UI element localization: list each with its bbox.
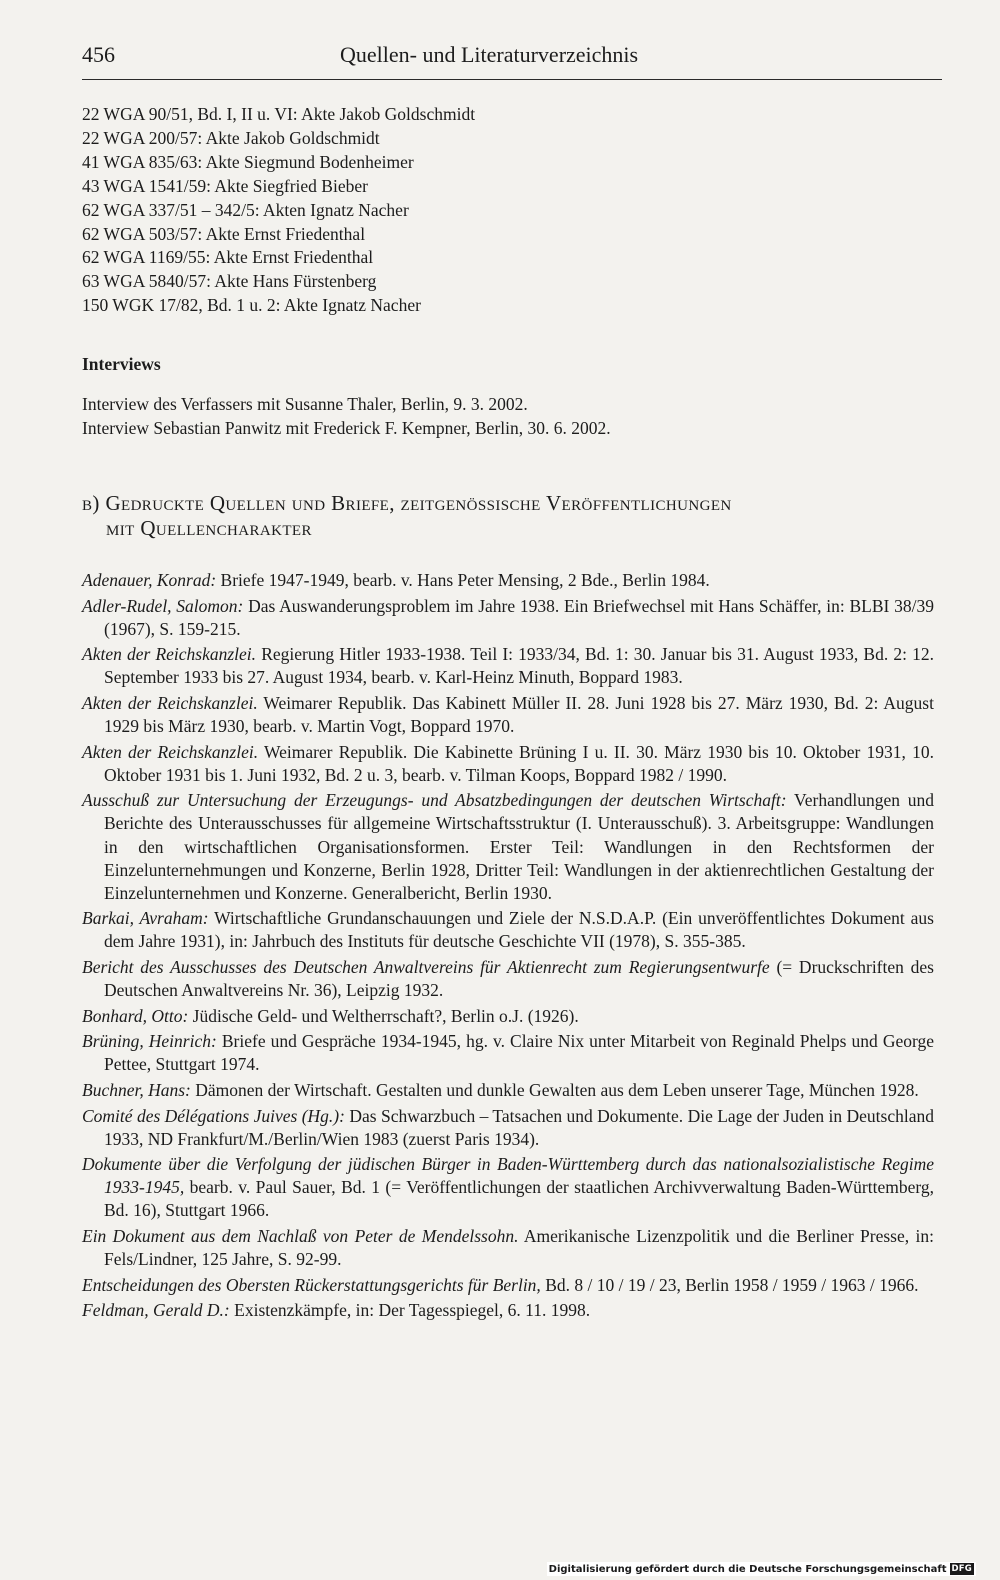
bibliography-details: Amerikanische Lizenzpolitik und die Berliner Presse, in: Fels/Lindner, 125 Jahre, S. 92-99. [104,1226,934,1270]
archive-entry: 41 WGA 835/63: Akte Siegmund Bodenheimer [82,151,414,172]
bibliography-details: bearb. v. Paul Sauer, Bd. 1 (= Veröffentlichungen der staatlichen Archivverwaltung Baden-Württemberg, Bd. 16), Stuttgart 1966. [104,1177,934,1221]
bibliography-author: Dokumente über die Verfolgung der jüdischen Bürger in Baden-Württemberg durch das nationalsozialistische Regime 1933-1945, [82,1154,934,1198]
bibliography-author: Entscheidungen des Obersten Rückerstattungsgerichts für Berlin, [82,1274,541,1295]
bibliography-entry [82,595,934,641]
bibliography-entry [82,907,934,953]
digitization-credit [547,1562,976,1576]
section-heading [82,491,942,541]
bibliography-details: Das Auswanderungsproblem im Jahre 1938. Ein Briefwechsel mit Hans Schäffer, in: BLBI 38/39 (1967), S. 159-215. [104,595,934,639]
bibliography-entry [82,569,934,592]
section-heading-line-1: b) Gedruckte Quellen und Briefe, zeitgenössische Veröffentlichungen [82,491,732,515]
bibliography-entry [82,1079,934,1102]
interview-list [82,392,942,440]
bibliography-entry [82,1225,934,1271]
bibliography-details: Briefe 1947-1949, bearb. v. Hans Peter Mensing, 2 Bde., Berlin 1984. [216,570,710,590]
bibliography-entry [82,1105,934,1151]
bibliography-author: Bericht des Ausschusses des Deutschen Anwaltvereins für Aktienrecht zum Regierungsentwurfe [82,957,770,977]
bibliography-details: Briefe und Gespräche 1934-1945, hg. v. Claire Nix unter Mitarbeit von Reginald Phelps und George Pettee, Stuttgart 1974. [104,1031,934,1075]
archive-entry: 22 WGA 90/51, Bd. I, II u. VI: Akte Jakob Goldschmidt [82,104,476,124]
bibliography-details: (= Druckschriften des Deutschen Anwaltvereins Nr. 36), Leipzig 1932. [104,957,934,1001]
bibliography-author: Bonhard, Otto: [82,1005,189,1026]
bibliography-author: Ein Dokument aus dem Nachlaß von Peter de Mendelssohn. [82,1226,519,1247]
archive-list [82,103,942,318]
bibliography-entry [82,956,934,1002]
bibliography-entry [82,1153,934,1222]
section-heading-line-2: mit Quellencharakter [106,516,312,540]
bibliography-details: Weimarer Republik. Das Kabinett Müller II. 28. Juni 1928 bis 27. März 1930, Bd. 2: August 1929 bis März 1930, bearb. v. Martin Vogt, Boppard 1970. [104,692,934,737]
archive-entry: 62 WGA 503/57: Akte Ernst Friedenthal [82,223,366,244]
bibliography-details: Regierung Hitler 1933-1938. Teil I: 1933/34, Bd. 1: 30. Januar bis 31. August 1933, Bd. 2: 12. September 1933 bis 27. August 1934, bearb. v. Karl-Heinz Minuth, Boppard 1983. [104,644,934,688]
bibliography-author: Comité des Délégations Juives (Hg.): [82,1105,345,1126]
interviews-heading: Interviews [82,354,161,374]
bibliography-entry [82,643,934,689]
credit-text: Digitalisierung gefördert durch die Deutsche Forschungsgemeinschaft [548,1563,947,1575]
dfg-logo: DFG [951,1564,972,1574]
archive-entry: 22 WGA 200/57: Akte Jakob Goldschmidt [82,127,380,148]
bibliography-entry [82,692,934,738]
bibliography-author: Akten der Reichskanzlei. [82,692,258,713]
interview-entry: Interview Sebastian Panwitz mit Frederick F. Kempner, Berlin, 30. 6. 2002. [82,418,611,438]
bibliography-author: Feldman, Gerald D.: [82,1300,230,1321]
running-head [82,42,942,78]
archive-entry: 62 WGA 1169/55: Akte Ernst Friedenthal [82,247,374,268]
bibliography-author: Barkai, Avraham: [82,908,209,929]
bibliography-entry [82,1005,934,1028]
bibliography-author: Adenauer, Konrad: [82,570,217,590]
bibliography-details: Wirtschaftliche Grundanschauungen und Ziele der N.S.D.A.P. (Ein unveröffentlichtes Dokument aus dem Jahre 1931), in: Jahrbuch des Instituts für deutsche Geschichte VII (1978), S. 355-385. [104,908,934,952]
bibliography-author: Akten der Reichskanzlei. [82,741,259,762]
page-number: 456 [82,42,115,67]
bibliography-author: Buchner, Hans: [82,1079,191,1100]
bibliography-entry [82,1299,934,1322]
bibliography-entry [82,1030,934,1076]
bibliography-author: Ausschuß zur Untersuchung der Erzeugungs- und Absatzbedingungen der deutschen Wirtschaft: [82,790,787,811]
bibliography-details: Jüdische Geld- und Weltherrschaft?, Berlin o.J. (1926). [188,1005,579,1026]
running-title: Quellen- und Literaturverzeichnis [340,42,639,67]
bibliography-author: Adler-Rudel, Salomon: [82,595,244,616]
interview-entry: Interview des Verfassers mit Susanne Thaler, Berlin, 9. 3. 2002. [82,394,528,414]
bibliography-details: Existenzkämpfe, in: Der Tagesspiegel, 6. 11. 1998. [229,1300,591,1321]
bibliography-entry [82,789,934,904]
bibliography-author: Akten der Reichskanzlei. [82,644,257,665]
archive-entry: 63 WGA 5840/57: Akte Hans Fürstenberg [82,271,377,292]
bibliography-author: Brüning, Heinrich: [82,1031,217,1052]
bibliography-entry [82,1274,934,1297]
bibliography-details: Verhandlungen und Berichte des Unterausschusses für allgemeine Wirtschaftsstruktur (I. Unterausschuß). 3. Arbeitsgruppe: Wandlungen in den wirtschaftlichen Organisationsformen. Erster Teil: Wandlungen in den Rechtsformen der Einzelunternehmungen und Konzerne, Berlin 1928, Dritter Teil: Wandlungen in der aktienrechtlichen Gestaltung der Einzelunternehmen und Konzerne. Generalbericht, Berlin 1930. [104,790,935,903]
bibliography-details: Bd. 8 / 10 / 19 / 23, Berlin 1958 / 1959 / 1963 / 1966. [540,1274,919,1295]
archive-entry: 43 WGA 1541/59: Akte Siegfried Bieber [82,175,368,196]
header-rule [82,79,942,80]
bibliography-details: Das Schwarzbuch – Tatsachen und Dokumente. Die Lage der Juden in Deutschland 1933, ND Frankfurt/M./Berlin/Wien 1983 (zuerst Paris 1934). [104,1105,934,1149]
bibliography-list [82,569,934,1325]
bibliography-details: Weimarer Republik. Die Kabinette Brüning I u. II. 30. März 1930 bis 10. Oktober 1931, 10. Oktober 1931 bis 1. Juni 1932, Bd. 2 u. 3, bearb. v. Tilman Koops, Boppard 1982 / 1990. [104,741,934,785]
archive-entry: 62 WGA 337/51 – 342/5: Akten Ignatz Nacher [82,199,409,220]
archive-entry: 150 WGK 17/82, Bd. 1 u. 2: Akte Ignatz Nacher [82,295,421,316]
bibliography-entry [82,741,934,787]
bibliography-details: Dämonen der Wirtschaft. Gestalten und dunkle Gewalten aus dem Leben unserer Tage, München 1928. [190,1079,919,1100]
